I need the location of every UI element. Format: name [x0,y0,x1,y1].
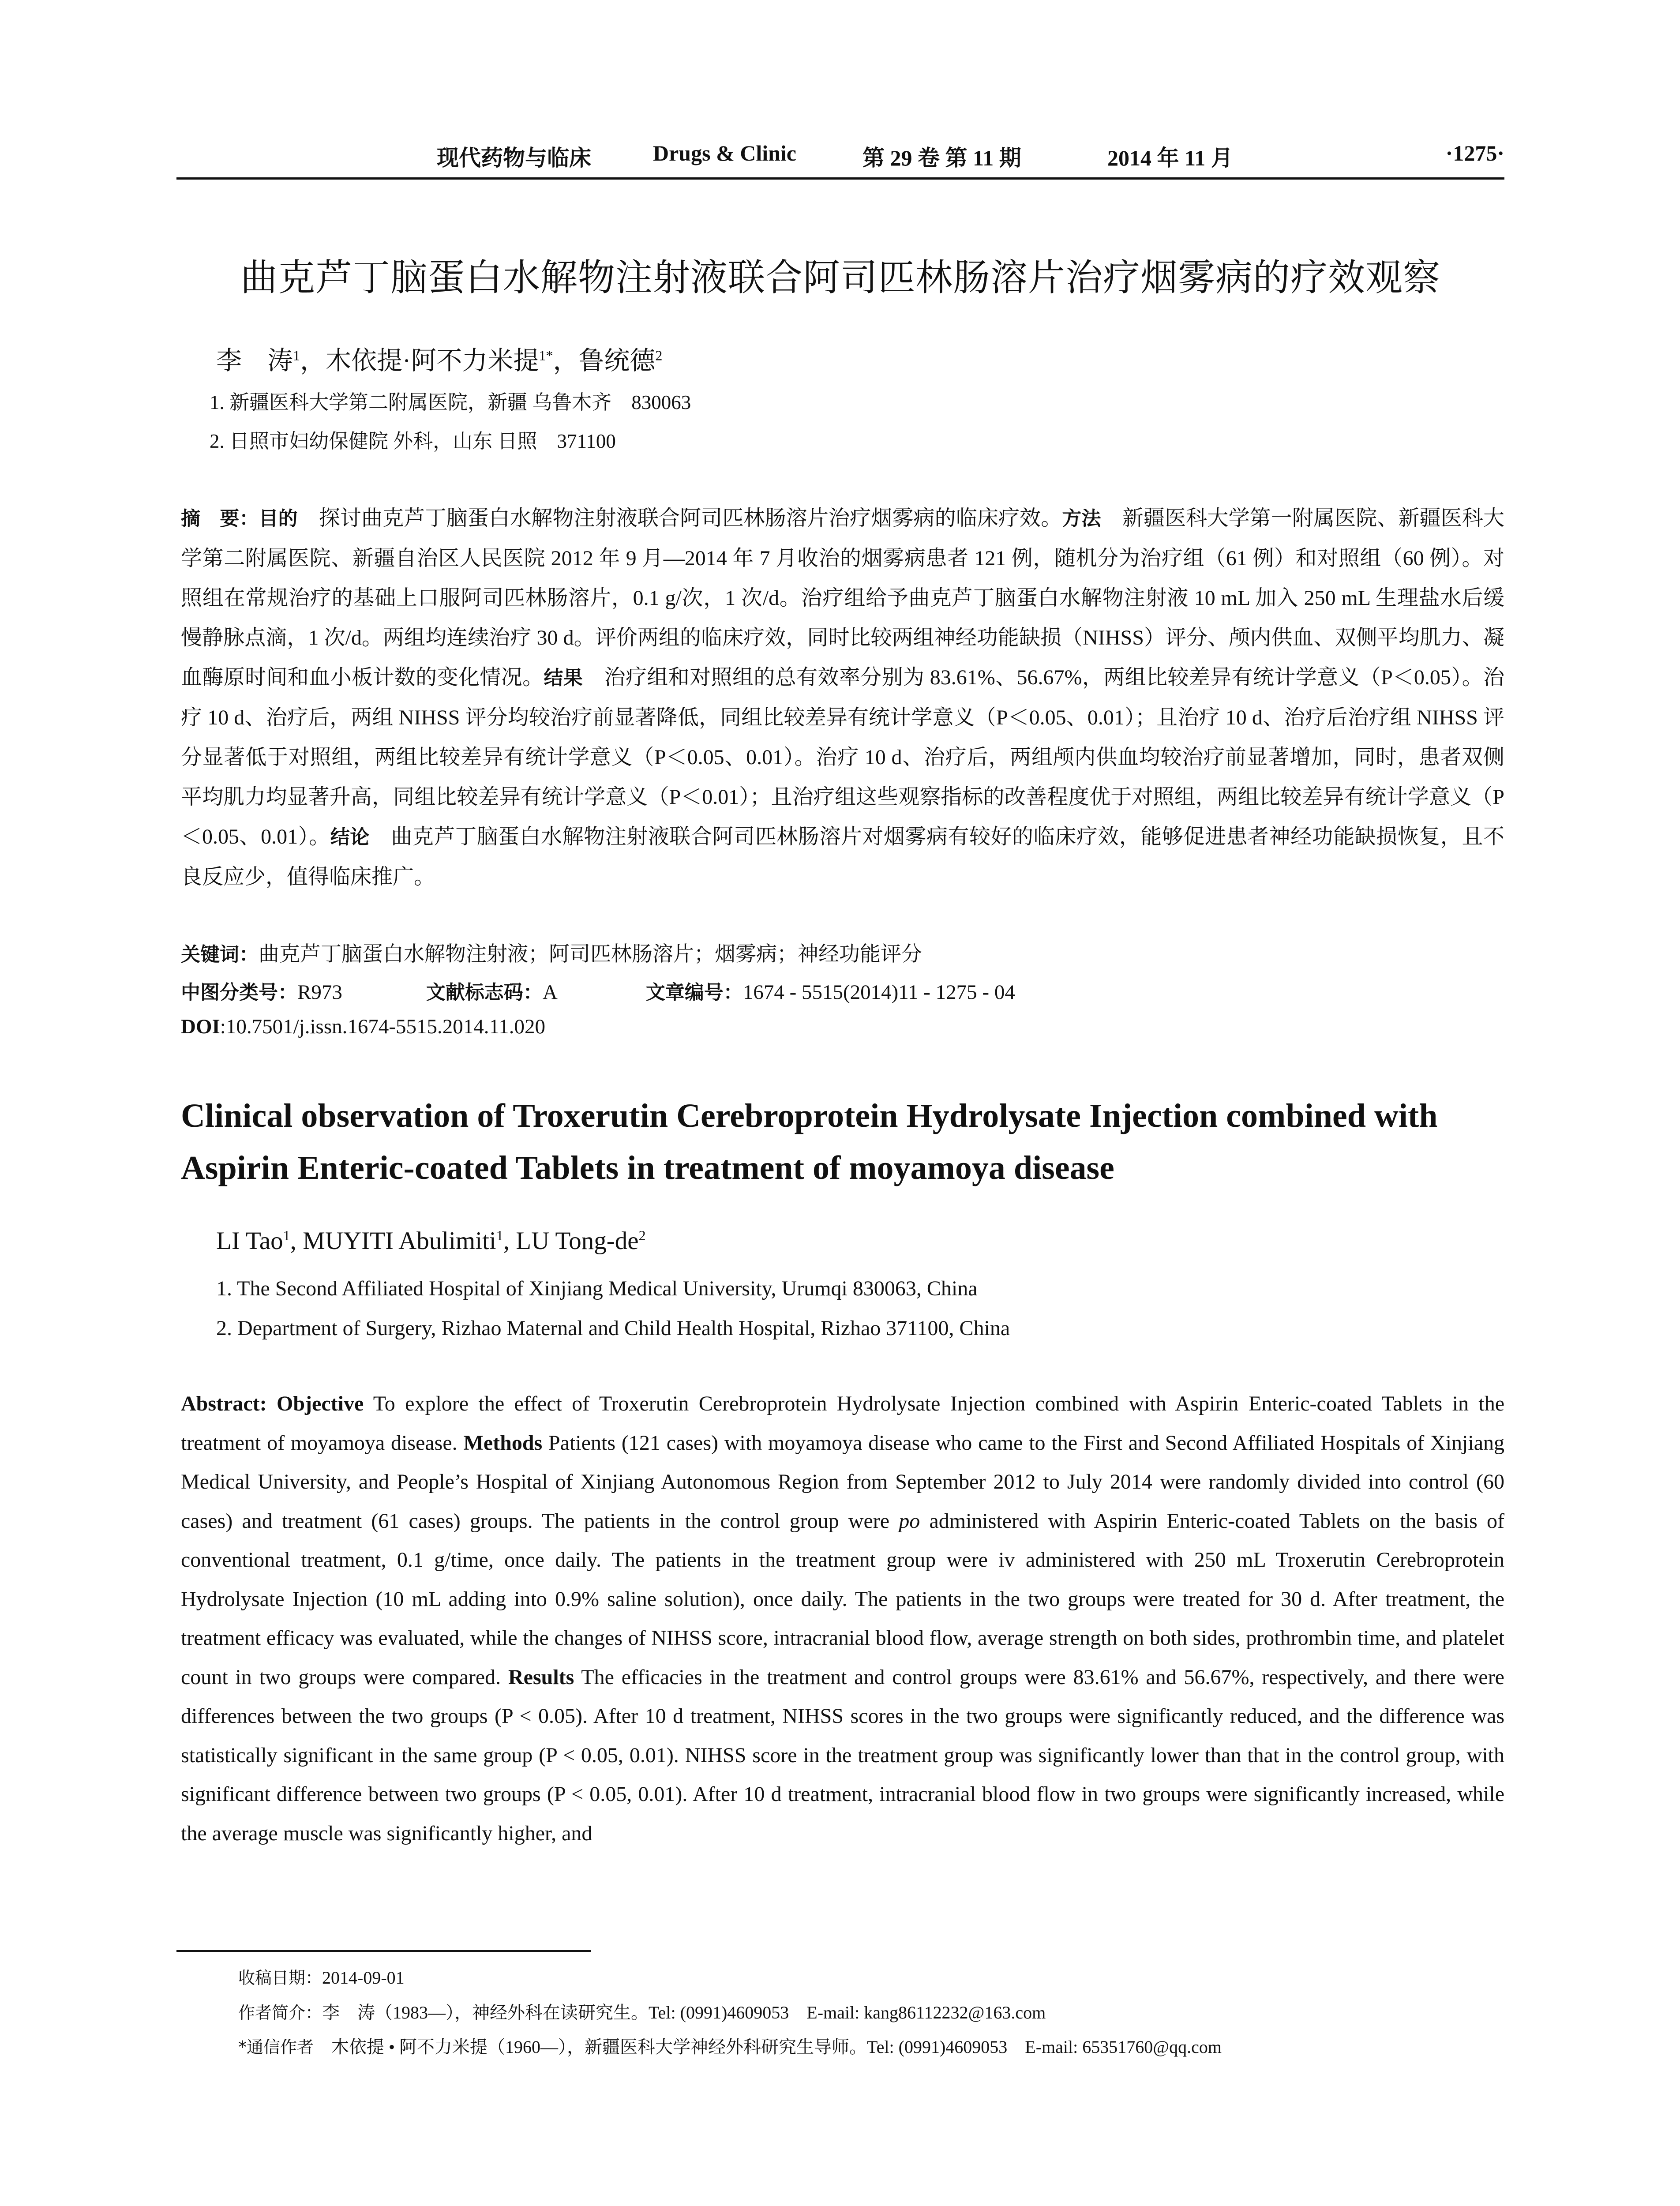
abstract-en [181,1384,1504,1853]
objective-text: 探讨曲克芦丁脑蛋白水解物注射液联合阿司匹林肠溶片治疗烟雾病的临床疗效。 [297,506,1062,530]
affiliation-cn-2: 2. 日照市妇幼保健院 外科，山东 日照 371100 [210,430,616,452]
objective-text: To explore the effect of Troxerutin Cerebroprotein Hydrolysate Injection combined with Aspirin Enteric-coated Tablets in the treatment of moyamoya disease. [181,1392,1505,1455]
author-name: LI Tao [216,1227,283,1255]
affiliation-en-1: 1. The Second Affiliated Hospital of Xinjiang Medical University, Urumqi 830063, China [216,1277,978,1300]
objective-label: 目的 [259,507,298,530]
page-number: ·1275· [1445,141,1504,165]
author-name: , MUYITI Abulimiti [290,1227,496,1255]
clc-value: R973 [297,981,342,1004]
methods-text-cont: administered with Aspirin Enteric-coated Tablets on the basis of conventional treatment, 0.1 g/time, once daily. The patients in the treatment group were iv administered with 250 mL Troxerutin Cerebroprotein Hydrolysate Injection (10 mL adding into 0.9% saline solution), once daily. The patients in the two groups were treated for 30 d. After treatment, the treatment efficacy was evaluated, while the changes of NIHSS score, intracranial blood flow, average strength on both sides, prothrombin time, and platelet count in two groups were compared. [181,1509,1504,1689]
bio-label: 作者简介： [238,2003,322,2022]
methods-text: 新疆医科大学第一附属医院、新疆医科大学第二附属医院、新疆自治区人民医院 2012 年 9 月—2014 年 7 月收治的烟雾病患者 121 例，随机分为治疗组（61 例）和对照组（60 例）。对照组在常规治疗的基础上口服阿司匹林肠溶片，0.1 g/次，1 次/d。治疗组给予曲克芦丁脑蛋白水解物注射液 10 mL 加入 250 mL 生理盐水后缓慢静脉点滴，1 次/d。两组均连续治疗 30 d。评价两组的临床疗效，同时比较两组神经功能缺损（NIHSS）评分、颅内供血、双侧平均肌力、凝血酶原时间和血小板计数的变化情况。 [181,506,1505,689]
author-affiliation-mark: 1 [496,1227,503,1243]
footnote-author-bio [238,1999,1046,2024]
author-name: 鲁统德 [578,346,656,375]
abstract-objective-label: Abstract: Objective [181,1392,364,1415]
author-name: 李 涛 [216,346,293,375]
footnote-corresponding [238,2033,1222,2058]
author-separator: ， [300,346,326,375]
corresponding-text: 木依提 • 阿不力米提（1960—），新疆医科大学神经外科研究生导师。Tel: (0991)4609053 E-mail: 65351760@qq.com [314,2037,1222,2057]
issue-date: 2014 年 11 月 [1107,146,1233,170]
classification-line [181,976,1015,1005]
doi-line [181,1015,545,1039]
received-label: 收稿日期： [238,1968,322,1988]
author-name: 木依提·阿不力米提 [326,346,539,375]
methods-po: po [899,1509,920,1533]
journal-name-en: Drugs & Clinic [653,141,796,165]
results-text: The efficacies in the treatment and control groups were 83.61% and 56.67%, respectively, and there were differences between the two groups (P < 0.05). After 10 d treatment, NIHSS scores in the two groups were significantly reduced, and the difference was statistically significant in the same group (P < 0.05, 0.01). NIHSS score in the treatment group was significantly lower than that in the control group, with significant difference between two groups (P < 0.05, 0.01). After 10 d treatment, intracranial blood flow in two groups were significantly increased, while the average muscle was significantly higher, and [181,1665,1504,1845]
article-no-label: 文章编号： [645,981,743,1004]
affiliation-en-2: 2. Department of Surgery, Rizhao Maternal and Child Health Hospital, Rizhao 371100, China [216,1317,1010,1340]
authors-en [216,1227,646,1255]
header-rule [176,177,1504,180]
footnote-received [238,1964,405,1988]
author-affiliation-mark: 1 [293,347,300,364]
running-header [176,140,1504,176]
doi-value: :10.7501/j.issn.1674-5515.2014.11.020 [220,1015,546,1038]
received-date: 2014-09-01 [322,1968,405,1988]
bio-text: 李 涛（1983—），神经外科在读研究生。Tel: (0991)4609053 E-mail: kang86112232@163.com [322,2003,1046,2022]
doi-label: DOI [181,1015,220,1038]
author-affiliation-mark: 2 [638,1227,646,1243]
keywords-label: 关键词： [181,943,259,966]
corresponding-label: *通信作者 [238,2037,314,2057]
abstract-label: 摘 要： [181,507,259,530]
clc-label: 中图分类号： [181,981,297,1004]
article-no-value: 1674 - 5515(2014)11 - 1275 - 04 [742,981,1015,1004]
title-cn: 曲克芦丁脑蛋白水解物注射液联合阿司匹林肠溶片治疗烟雾病的疗效观察 [240,256,1440,299]
results-label: 结果 [544,667,583,689]
keywords-line [181,938,922,967]
author-affiliation-mark: 2 [655,347,663,364]
results-label: Results [508,1665,574,1689]
conclusion-label: 结论 [330,826,370,848]
journal-name-cn: 现代药物与临床 [437,145,591,171]
methods-text: Patients (121 cases) with moyamoya disease who came to the First and Second Affiliated Hospitals of Xinjiang Medical University, and People’s Hospital of Xinjiang Autonomous Region from September 2012 to July 2014 were randomly divided into control (60 cases) and treatment (61 cases) groups. The patients in the control group were [181,1431,1505,1533]
author-affiliation-mark: 1* [539,347,553,364]
volume-issue: 第 29 卷 第 11 期 [862,146,1021,170]
abstract-cn [181,499,1504,897]
authors-cn [216,340,662,377]
title-en: Clinical observation of Troxerutin Cerebroprotein Hydrolysate Injection combined with Aspirin Enteric-coated Tablets in treatment of moyamoya disease [181,1097,1438,1186]
conclusion-text: 曲克芦丁脑蛋白水解物注射液联合阿司匹林肠溶片对烟雾病有较好的临床疗效，能够促进患者神经功能缺损恢复，且不良反应少，值得临床推广。 [181,825,1504,889]
author-name: , LU Tong-de [503,1227,639,1255]
doc-code-label: 文献标志码： [426,981,543,1004]
affiliation-cn-1: 1. 新疆医科大学第二附属医院，新疆 乌鲁木齐 830063 [210,391,691,413]
author-separator: ， [553,346,579,375]
author-affiliation-mark: 1 [283,1227,290,1243]
methods-label: Methods [463,1431,543,1455]
keywords-text: 曲克芦丁脑蛋白水解物注射液；阿司匹林肠溶片；烟雾病；神经功能评分 [259,943,922,966]
methods-label: 方法 [1062,507,1101,530]
footnote-rule [176,1950,591,1952]
doc-code-value: A [542,981,558,1004]
results-text: 治疗组和对照组的总有效率分别为 83.61%、56.67%，两组比较差异有统计学意义（P＜0.05）。治疗 10 d、治疗后，两组 NIHSS 评分均较治疗前显著降低，同组比较差异有统计学意义（P＜0.05、0.01）；且治疗 10 d、治疗后治疗组 NIHSS 评分显著低于对照组，两组比较差异有统计学意义（P＜0.05、0.01）。治疗 10 d、治疗后，两组颅内供血均较治疗前显著增加，同时，患者双侧平均肌力均显著升高，同组比较差异有统计学意义（P＜0.01）；且治疗组这些观察指标的改善程度优于对照组，两组比较差异有统计学意义（P＜0.05、0.01）。 [181,666,1504,848]
